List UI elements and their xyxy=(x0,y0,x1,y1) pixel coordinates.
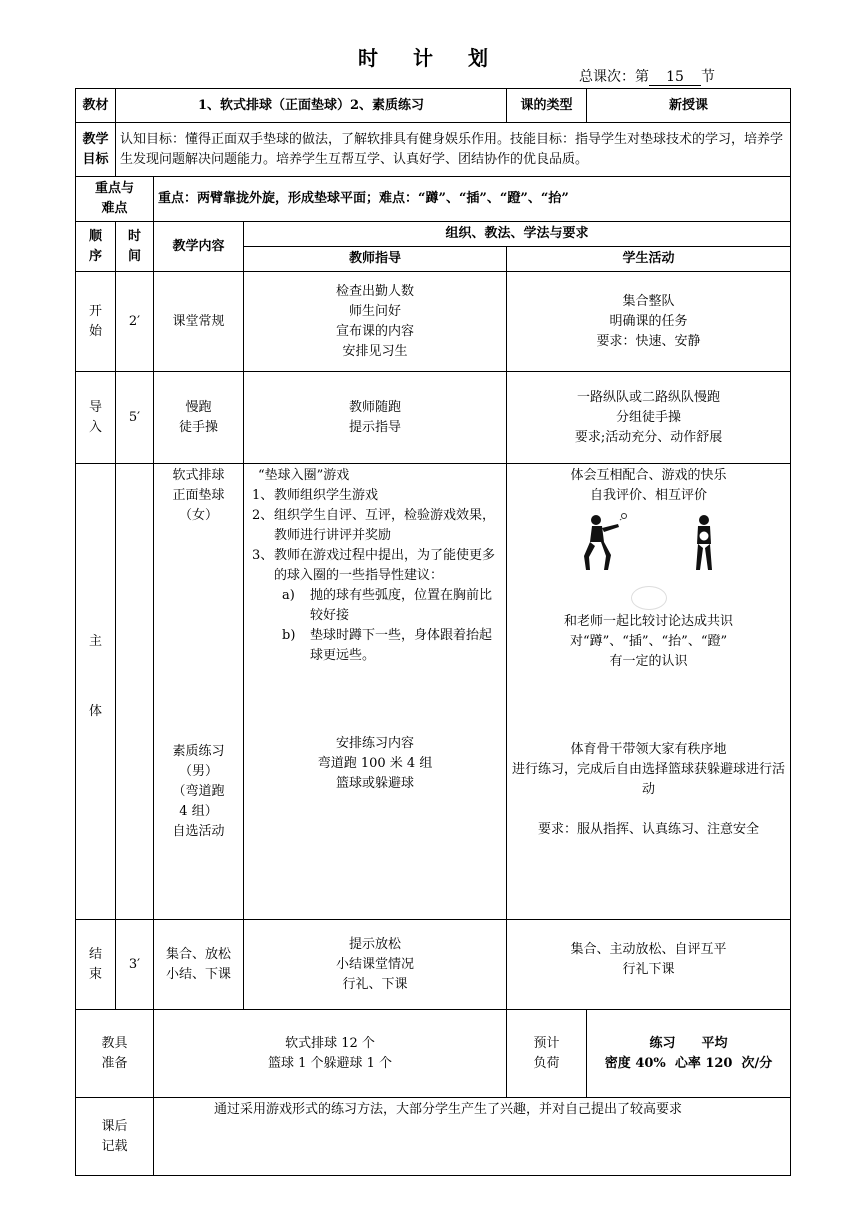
phase-start-line1: 开 xyxy=(88,303,102,319)
load-values xyxy=(587,1010,791,1098)
load-label-line2: 负荷 xyxy=(533,1055,560,1071)
intro-content-line: 慢跑 xyxy=(185,399,212,415)
main-content-b-line: 4 组） xyxy=(179,804,218,819)
main-teacher-subitem: b) 垫球时蹲下一些，身体跟着抬起球更远些。 xyxy=(282,628,493,663)
phase-intro xyxy=(76,372,116,464)
end-teacher-line: 行礼、下课 xyxy=(342,976,408,992)
main-content-a-line: 软式排球 xyxy=(172,468,225,483)
main-student-b-line: 体育骨干带领大家有秩序地 xyxy=(570,742,727,757)
total-label: 总课次：第 xyxy=(579,69,649,85)
order-header xyxy=(76,222,116,272)
start-student-line: 明确课的任务 xyxy=(609,313,688,329)
start-student xyxy=(507,272,791,372)
start-teacher xyxy=(244,272,507,372)
main-content-b-line: （男） xyxy=(178,764,218,779)
total-lesson-count xyxy=(579,66,715,86)
intro-student-line: 一路纵队或二路纵队慢跑 xyxy=(577,389,721,405)
main-teacher-b-line: 弯道跑 100 米 4 组 xyxy=(317,756,433,771)
start-content: 课堂常规 xyxy=(154,272,244,372)
main-student-a2-line: 和老师一起比较讨论达成共识 xyxy=(564,614,734,629)
lesson-plan-table xyxy=(75,88,791,1176)
main-teacher-item: 2、 组织学生自评、互评，检验游戏效果，教师进行讲评并奖励 xyxy=(252,508,496,543)
phase-main-line1: 主 xyxy=(88,634,102,649)
time-header-line1: 时 xyxy=(127,228,141,244)
intro-content-line: 徒手操 xyxy=(178,419,218,435)
time-header-line2: 间 xyxy=(127,248,141,264)
total-suffix: 节 xyxy=(701,69,715,85)
load-line2: 密度 40% 心率 120 次/分 xyxy=(604,1055,773,1071)
methods-header: 组织、教法、学法与要求 xyxy=(244,222,791,247)
end-student-line: 行礼下课 xyxy=(622,962,675,977)
intro-student xyxy=(507,372,791,464)
phase-main-line2: 体 xyxy=(88,704,102,719)
main-student-requirement: 要求：服从指挥、认真练习、注意安全 xyxy=(538,822,760,837)
goals-label xyxy=(76,123,116,177)
focus-label xyxy=(76,177,154,222)
load-label-line1: 预计 xyxy=(533,1035,560,1051)
main-student-b-line: 进行练习，完成后自由选择篮球获躲避球进行活动 xyxy=(512,762,786,797)
content-header: 教学内容 xyxy=(154,222,244,272)
end-content-line: 小结、下课 xyxy=(165,966,231,982)
phase-intro-line2: 入 xyxy=(88,419,102,435)
notes-text: 通过采用游戏形式的练习方法，大部分学生产生了兴趣，并对自己提出了较高要求 xyxy=(154,1098,791,1176)
intro-time: 5′ xyxy=(116,372,154,464)
volleyball-player-left-icon xyxy=(574,512,634,574)
main-teacher-b-line: 篮球或躲避球 xyxy=(336,776,415,791)
main-teacher-subitem: a) 抛的球有些弧度，位置在胸前比较好接 xyxy=(282,588,493,623)
end-teacher-line: 小结课堂情况 xyxy=(336,956,415,972)
main-content xyxy=(154,464,244,920)
start-time: 2′ xyxy=(116,272,154,372)
intro-content xyxy=(154,372,244,464)
total-number: 15 xyxy=(649,70,701,86)
phase-start-line2: 始 xyxy=(88,323,102,339)
intro-teacher xyxy=(244,372,507,464)
main-teacher-game: “垫球入圈”游戏 xyxy=(258,468,350,483)
phase-end-line1: 结 xyxy=(88,946,102,962)
phase-end xyxy=(76,920,116,1010)
volleyball-player-right-icon xyxy=(684,512,724,574)
end-student xyxy=(507,920,791,1010)
main-teacher-item: 1、 教师组织学生游戏 xyxy=(252,488,379,503)
main-content-b-line: （弯道跑 xyxy=(172,784,225,799)
equipment-line: 篮球 1 个躲避球 1 个 xyxy=(267,1055,393,1071)
student-header: 学生活动 xyxy=(507,247,791,272)
main-student xyxy=(507,464,791,920)
start-student-line: 要求：快速、安静 xyxy=(596,333,701,349)
equipment-label xyxy=(76,1010,154,1098)
phase-start xyxy=(76,272,116,372)
main-teacher-list xyxy=(248,486,502,586)
main-teacher-sublist xyxy=(248,586,502,666)
ball-target-circle xyxy=(631,586,667,610)
phase-end-line2: 束 xyxy=(88,966,102,982)
main-content-a-line: 正面垫球 xyxy=(172,488,225,503)
start-teacher-line: 宣布课的内容 xyxy=(336,323,415,339)
teacher-header: 教师指导 xyxy=(244,247,507,272)
volleyball-illustration xyxy=(511,512,786,574)
start-student-line: 集合整队 xyxy=(622,293,675,309)
phase-intro-line1: 导 xyxy=(88,399,102,415)
order-header-line1: 顺 xyxy=(88,228,102,244)
main-teacher-b-line: 安排练习内容 xyxy=(336,736,415,751)
goals-label-line2: 目标 xyxy=(82,151,109,167)
end-content xyxy=(154,920,244,1010)
material-label: 教材 xyxy=(76,89,116,123)
phase-main xyxy=(76,464,116,920)
main-content-b-line: 素质练习 xyxy=(172,744,225,759)
main-teacher xyxy=(244,464,507,920)
focus-label-line2: 难点 xyxy=(101,201,128,216)
focus-text: 重点：两臂靠拢外旋，形成垫球平面；难点：“蹲”、“插”、“蹬”、“抬” xyxy=(154,177,791,222)
intro-teacher-line: 提示指导 xyxy=(349,419,402,435)
goals-label-line1: 教学 xyxy=(82,131,109,147)
equipment-line: 软式排球 12 个 xyxy=(285,1035,375,1051)
start-teacher-line: 安排见习生 xyxy=(342,343,408,359)
end-student-line: 集合、主动放松、自评互平 xyxy=(570,942,727,957)
start-teacher-line: 师生问好 xyxy=(349,303,402,319)
intro-student-line: 分组徒手操 xyxy=(616,409,682,425)
focus-label-line1: 重点与 xyxy=(94,181,134,196)
main-student-a-line: 体会互相配合、游戏的快乐 xyxy=(570,468,727,483)
equipment-label-line1: 教具 xyxy=(101,1035,128,1051)
main-student-a2-line: 有一定的认识 xyxy=(609,654,688,669)
notes-label-line1: 课后 xyxy=(101,1118,128,1134)
lesson-type-value: 新授课 xyxy=(587,89,791,123)
material-value: 1、软式排球（正面垫球）2、素质练习 xyxy=(116,89,507,123)
time-header xyxy=(116,222,154,272)
main-student-a-line: 自我评价、相互评价 xyxy=(590,488,708,503)
notes-label xyxy=(76,1098,154,1176)
end-content-line: 集合、放松 xyxy=(165,946,231,962)
load-label xyxy=(507,1010,587,1098)
intro-teacher-line: 教师随跑 xyxy=(349,399,402,415)
goals-text: 认知目标：懂得正面双手垫球的做法，了解软排具有健身娱乐作用。技能目标：指导学生对垫球技术的学习，培养学生发现问题解决问题能力。培养学生互帮互学、认真好学、团结协作的优良品质。 xyxy=(116,123,791,177)
end-teacher-line: 提示放松 xyxy=(349,936,402,952)
equipment-list xyxy=(154,1010,507,1098)
main-student-a2-line: 对“蹲”、“插”、“抬”、“蹬” xyxy=(569,634,728,649)
notes-label-line2: 记载 xyxy=(101,1138,128,1154)
lesson-type-label: 课的类型 xyxy=(507,89,587,123)
end-time: 3′ xyxy=(116,920,154,1010)
intro-student-line: 要求;活动充分、动作舒展 xyxy=(574,429,723,445)
equipment-label-line2: 准备 xyxy=(101,1055,128,1071)
main-teacher-item: 3、 教师在游戏过程中提出，为了能使更多的球入圈的一些指导性建议： xyxy=(252,548,496,583)
page-title: 时 计 划 xyxy=(358,46,502,70)
load-line1: 练习 平均 xyxy=(649,1035,728,1051)
main-time xyxy=(116,464,154,920)
main-content-b-line: 自选活动 xyxy=(172,824,225,839)
end-teacher xyxy=(244,920,507,1010)
main-content-a-line: （女） xyxy=(178,508,218,523)
start-teacher-line: 检查出勤人数 xyxy=(336,283,415,299)
order-header-line2: 序 xyxy=(88,248,102,264)
